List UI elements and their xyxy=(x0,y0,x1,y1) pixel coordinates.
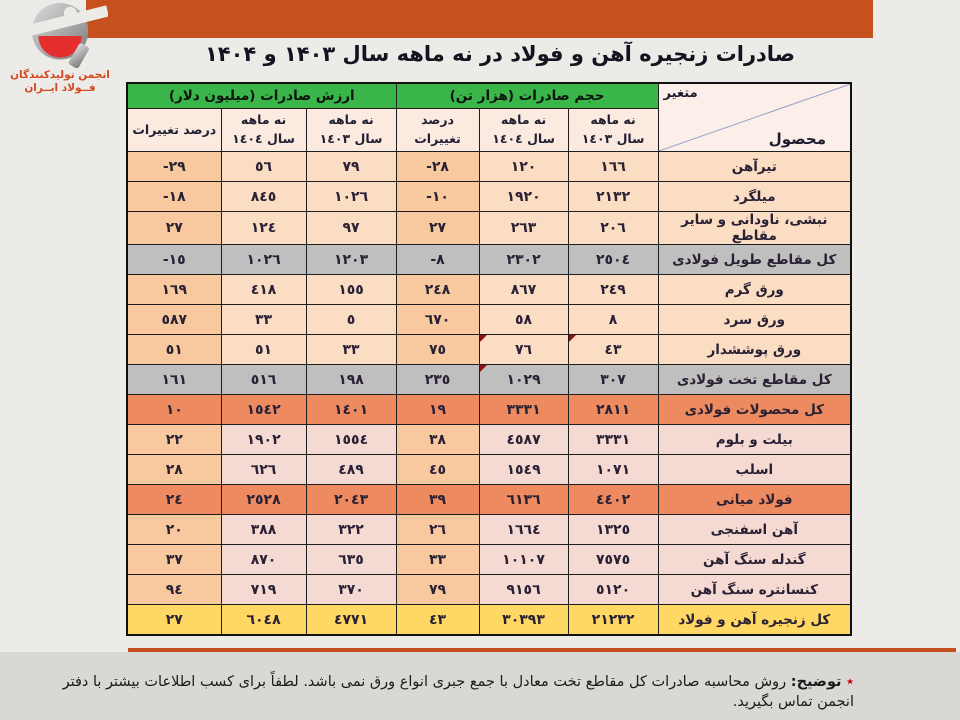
value-cell: ٢٣٥ xyxy=(396,365,479,395)
value-cell: ٢٤٩ xyxy=(568,275,658,305)
value-cell: ١٢٠ xyxy=(479,152,568,182)
table-row xyxy=(127,245,851,275)
value-cell: ٨ xyxy=(568,305,658,335)
value-cell: ٣٣ xyxy=(221,305,306,335)
value-cell: -٢٩ xyxy=(127,152,221,182)
table-row xyxy=(127,212,851,245)
value-cell: ٢٤٨ xyxy=(396,275,479,305)
value-cell: ١٠٢٦ xyxy=(221,245,306,275)
value-cell: ١٥٥ xyxy=(306,275,396,305)
product-cell: تیرآهن xyxy=(658,152,851,182)
footnote xyxy=(30,672,854,713)
value-cell: ٢٧ xyxy=(127,212,221,245)
value-cell: ٢١٣٢ xyxy=(568,182,658,212)
value-cell: ٧٦ xyxy=(479,335,568,365)
value-cell: ٨٤٥ xyxy=(221,182,306,212)
value-cell: ٢٥٢٨ xyxy=(221,485,306,515)
value-cell: ٤٨٩ xyxy=(306,455,396,485)
value-cell: -١٨ xyxy=(127,182,221,212)
product-cell: آهن اسفنجی xyxy=(658,515,851,545)
value-cell: ١٠٧١ xyxy=(568,455,658,485)
header-volume-pct: درصد تغییرات xyxy=(396,109,479,152)
product-cell: گندله سنگ آهن xyxy=(658,545,851,575)
value-cell: ١٠١٠٧ xyxy=(479,545,568,575)
value-cell: ٣٣ xyxy=(396,545,479,575)
value-cell: ٦٣٥ xyxy=(306,545,396,575)
footnote-asterisk: ٭ xyxy=(846,674,854,690)
value-cell: ٤٤٠٢ xyxy=(568,485,658,515)
value-cell: ١٢٤ xyxy=(221,212,306,245)
nine-month-label: نه ماهه xyxy=(328,112,374,128)
value-cell: ١٥٤٩ xyxy=(479,455,568,485)
year-1404-label: سال ١٤٠٤ xyxy=(492,131,555,146)
value-cell: ٢٦٣ xyxy=(479,212,568,245)
year-1403-label: سال ١٤٠٣ xyxy=(319,131,383,146)
value-cell: ٥٨٧ xyxy=(127,305,221,335)
value-cell: ٢١٢٣٢ xyxy=(568,605,658,636)
association-logo xyxy=(2,2,118,95)
year-1403-label: سال ١٤٠٣ xyxy=(581,131,645,146)
table-row xyxy=(127,365,851,395)
header-value-1403 xyxy=(306,109,396,152)
corner-cell xyxy=(658,83,851,152)
header-value-group: ارزش صادرات (میلیون دلار) xyxy=(127,83,396,109)
value-cell: ٧١٩ xyxy=(221,575,306,605)
value-cell: ٢٨ xyxy=(127,455,221,485)
value-cell: ٢٦ xyxy=(396,515,479,545)
header-value-pct: درصد تغییرات xyxy=(127,109,221,152)
year-1404-label: سال ١٤٠٤ xyxy=(232,131,295,146)
comment-indicator-icon xyxy=(480,335,487,342)
value-cell: ١٤٠١ xyxy=(306,395,396,425)
page-title: صادرات زنجیره آهن و فولاد در نه ماهه سال ۱۴۰۳ و ۱۴۰۴ xyxy=(204,42,795,66)
nine-month-label: نه ماهه xyxy=(500,112,547,128)
value-cell: ٣٣٣١ xyxy=(479,395,568,425)
value-cell: ٥١ xyxy=(127,335,221,365)
value-cell: ٢٣٠٢ xyxy=(479,245,568,275)
product-cell: کل محصولات فولادی xyxy=(658,395,851,425)
value-cell: ٥ xyxy=(306,305,396,335)
value-cell: ٣٢٢ xyxy=(306,515,396,545)
product-cell: ورق گرم xyxy=(658,275,851,305)
value-cell: ١٩٢٠ xyxy=(479,182,568,212)
value-cell: ١٥٤٢ xyxy=(221,395,306,425)
value-cell: ٦٧٠ xyxy=(396,305,479,335)
table-row xyxy=(127,455,851,485)
group-header-row xyxy=(127,83,851,109)
table-row xyxy=(127,485,851,515)
value-cell: ٣٠٣٩٣ xyxy=(479,605,568,636)
value-cell: ٢٠٤٣ xyxy=(306,485,396,515)
product-cell: ورق پوششدار xyxy=(658,335,851,365)
value-cell: ١٦٩ xyxy=(127,275,221,305)
comment-indicator-icon xyxy=(480,365,487,372)
product-cell: بیلت و بلوم xyxy=(658,425,851,455)
header-value-1404 xyxy=(221,109,306,152)
value-cell: ٧٩ xyxy=(396,575,479,605)
header-volume-1403 xyxy=(568,109,658,152)
table-row xyxy=(127,275,851,305)
exports-table xyxy=(126,82,852,636)
value-cell: ٦٠٤٨ xyxy=(221,605,306,636)
value-cell: ١٢٠٣ xyxy=(306,245,396,275)
value-cell: ٥١ xyxy=(221,335,306,365)
value-cell: ١٦٦ xyxy=(568,152,658,182)
nine-month-label: نه ماهه xyxy=(590,112,636,128)
value-cell: -٨ xyxy=(396,245,479,275)
value-cell: ٥٨ xyxy=(479,305,568,335)
value-cell: ٢٠ xyxy=(127,515,221,545)
product-cell: کنسانتره سنگ آهن xyxy=(658,575,851,605)
product-cell: نبشی، ناودانی و سایر مقاطع xyxy=(658,212,851,245)
value-cell: ٢٢ xyxy=(127,425,221,455)
product-cell: میلگرد xyxy=(658,182,851,212)
value-cell: ٤٧٧١ xyxy=(306,605,396,636)
logo-text-line1: انجمن تولیدکنندگان xyxy=(10,69,110,81)
product-cell: کل زنجیره آهن و فولاد xyxy=(658,605,851,636)
value-cell: ٥١٦ xyxy=(221,365,306,395)
logo-text-line2: فــولاد ایــران xyxy=(24,82,96,95)
value-cell: -١٥ xyxy=(127,245,221,275)
product-cell: کل مقاطع تخت فولادی xyxy=(658,365,851,395)
value-cell: ٩٧ xyxy=(306,212,396,245)
table-row xyxy=(127,575,851,605)
value-cell: ٥١٢٠ xyxy=(568,575,658,605)
value-cell: ٨٦٧ xyxy=(479,275,568,305)
table-row xyxy=(127,545,851,575)
value-cell: ٤٥٨٧ xyxy=(479,425,568,455)
value-cell: -٢٨ xyxy=(396,152,479,182)
header-volume-group: حجم صادرات (هزار تن) xyxy=(396,83,658,109)
header-volume-1404 xyxy=(479,109,568,152)
value-cell: ٣٧٠ xyxy=(306,575,396,605)
value-cell: ٢٧ xyxy=(396,212,479,245)
value-cell: ٣٧ xyxy=(127,545,221,575)
value-cell: ٢٤ xyxy=(127,485,221,515)
comment-indicator-icon xyxy=(569,335,576,342)
value-cell: ١٠ xyxy=(127,395,221,425)
corner-variable-label: متغیر xyxy=(663,86,698,101)
value-cell: ٤٣ xyxy=(396,605,479,636)
value-cell: ٢٧ xyxy=(127,605,221,636)
value-cell: ١٦٦٤ xyxy=(479,515,568,545)
value-cell: ٦٢٦ xyxy=(221,455,306,485)
table-row xyxy=(127,515,851,545)
value-cell: ٧٩ xyxy=(306,152,396,182)
value-cell: ٥٦ xyxy=(221,152,306,182)
value-cell: ١٠٢٦ xyxy=(306,182,396,212)
value-cell: ٧٥٧٥ xyxy=(568,545,658,575)
corner-product-label: محصول xyxy=(768,130,827,148)
value-cell: ٩٤ xyxy=(127,575,221,605)
value-cell: ٣٣٣١ xyxy=(568,425,658,455)
value-cell: ٩١٥٦ xyxy=(479,575,568,605)
product-cell: فولاد میانی xyxy=(658,485,851,515)
value-cell: ١٠٢٩ xyxy=(479,365,568,395)
value-cell: ٦١٣٦ xyxy=(479,485,568,515)
value-cell: ٣٨٨ xyxy=(221,515,306,545)
bottom-accent-line xyxy=(128,648,956,652)
value-cell: ١٩ xyxy=(396,395,479,425)
product-cell: کل مقاطع طویل فولادی xyxy=(658,245,851,275)
product-cell: اسلب xyxy=(658,455,851,485)
value-cell: ١٥٥٤ xyxy=(306,425,396,455)
value-cell: ٨٧٠ xyxy=(221,545,306,575)
table-row xyxy=(127,305,851,335)
table-row xyxy=(127,335,851,365)
value-cell: ١٣٢٥ xyxy=(568,515,658,545)
table-row xyxy=(127,395,851,425)
value-cell: ٢٨١١ xyxy=(568,395,658,425)
table-body xyxy=(127,152,851,636)
value-cell: ٢٥٠٤ xyxy=(568,245,658,275)
value-cell: ٤١٨ xyxy=(221,275,306,305)
value-cell: ١٩٠٢ xyxy=(221,425,306,455)
footnote-label: توضیح: xyxy=(790,674,842,690)
value-cell: ٧٥ xyxy=(396,335,479,365)
steel-association-logo-icon xyxy=(12,2,108,68)
table-row xyxy=(127,152,851,182)
top-accent-bar xyxy=(86,0,873,38)
footnote-text: روش محاسبه صادرات کل مقاطع تخت معادل با جمع جبری انواع ورق نمی باشد. لطفاً برای کسب اطلاعات بیشتر با دفتر انجمن تماس بگیرید. xyxy=(62,674,854,711)
value-cell: ٢٠٦ xyxy=(568,212,658,245)
value-cell: ٣٩ xyxy=(396,485,479,515)
value-cell: ٣٠٧ xyxy=(568,365,658,395)
table-row xyxy=(127,425,851,455)
value-cell: ٤٣ xyxy=(568,335,658,365)
value-cell: ٣٣ xyxy=(306,335,396,365)
product-cell: ورق سرد xyxy=(658,305,851,335)
table-row xyxy=(127,182,851,212)
value-cell: ٣٨ xyxy=(396,425,479,455)
value-cell: ١٦١ xyxy=(127,365,221,395)
value-cell: -١٠ xyxy=(396,182,479,212)
value-cell: ١٩٨ xyxy=(306,365,396,395)
nine-month-label: نه ماهه xyxy=(240,112,287,128)
table-row xyxy=(127,605,851,636)
value-cell: ٤٥ xyxy=(396,455,479,485)
